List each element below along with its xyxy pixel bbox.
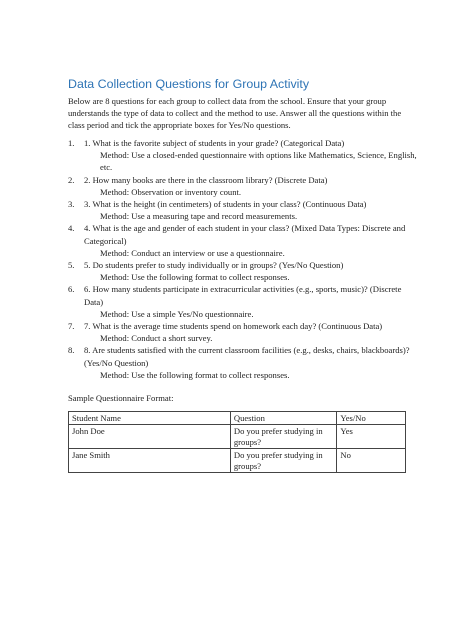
table-cell: Jane Smith [69, 449, 231, 473]
question-method: Method: Use the following format to collect responses. [100, 272, 290, 283]
table-cell: Yes [337, 425, 406, 449]
question-number: 5. [68, 260, 75, 271]
question-item [68, 344, 420, 381]
question-text: 1. What is the favorite subject of students in your grade? (Categorical Data) [84, 138, 345, 148]
table-cell: John Doe [69, 425, 231, 449]
question-text: 8. Are students satisfied with the current classroom facilities (e.g., desks, chairs, blackboards)? (Yes/No Question) [84, 345, 410, 368]
question-number: 2. [68, 174, 75, 185]
question-number: 4. [68, 223, 75, 234]
question-method: Method: Use a simple Yes/No questionnaire. [100, 308, 254, 319]
question-item [68, 174, 420, 198]
intro-paragraph: Below are 8 questions for each group to collect data from the school. Ensure that your group understands the type of data to collect and the method to use. Answer all the questions within the class period and tick the appropriate boxes for Yes/No questions. [68, 96, 402, 131]
question-text: 5. Do students prefer to study individually or in groups? (Yes/No Question) [84, 260, 344, 271]
sample-questionnaire-table [68, 411, 406, 473]
question-method: Method: Observation or inventory count. [100, 186, 242, 197]
question-method: Method: Conduct an interview or use a questionnaire. [100, 247, 285, 258]
question-number: 7. [68, 321, 75, 332]
question-list [68, 137, 420, 381]
table-cell: Do you prefer studying in groups? [230, 425, 337, 449]
question-item [68, 222, 420, 259]
question-text: 7. What is the average time students spend on homework each day? (Continuous Data) [84, 321, 383, 332]
table-cell: No [337, 449, 406, 473]
question-method: Method: Use a closed-ended questionnaire with options like Mathematics, Science, English, etc. [100, 150, 417, 173]
question-method: Method: Use a measuring tape and record measurements. [100, 211, 298, 222]
question-number: 1. [68, 138, 75, 148]
table-row [69, 425, 406, 449]
question-number: 3. [68, 199, 75, 210]
question-method: Method: Conduct a short survey. [100, 333, 213, 344]
table-row [69, 449, 406, 473]
question-item [68, 137, 420, 174]
table-header-cell: Question [230, 412, 337, 425]
question-number: 6. [68, 284, 75, 295]
question-text: 6. How many students participate in extracurricular activities (e.g., sports, music)? (Discrete Data) [84, 284, 402, 307]
question-text: 2. How many books are there in the classroom library? (Discrete Data) [84, 174, 328, 185]
question-item [68, 320, 420, 344]
question-number: 8. [68, 345, 75, 356]
sample-questionnaire-label: Sample Questionnaire Format: [68, 393, 174, 403]
table-header-row [69, 412, 406, 425]
table-header-cell: Yes/No [337, 412, 406, 425]
table-cell: Do you prefer studying in groups? [230, 449, 337, 473]
question-item [68, 259, 420, 283]
question-item [68, 283, 420, 320]
question-text: 4. What is the age and gender of each student in your class? (Mixed Data Types: Discrete and Categorical) [84, 223, 406, 246]
question-method: Method: Use the following format to collect responses. [100, 369, 290, 380]
document-title: Data Collection Questions for Group Activity [68, 77, 310, 91]
question-text: 3. What is the height (in centimeters) of students in your class? (Continuous Data) [84, 199, 367, 210]
table-header-cell: Student Name [69, 412, 231, 425]
question-item [68, 198, 420, 222]
